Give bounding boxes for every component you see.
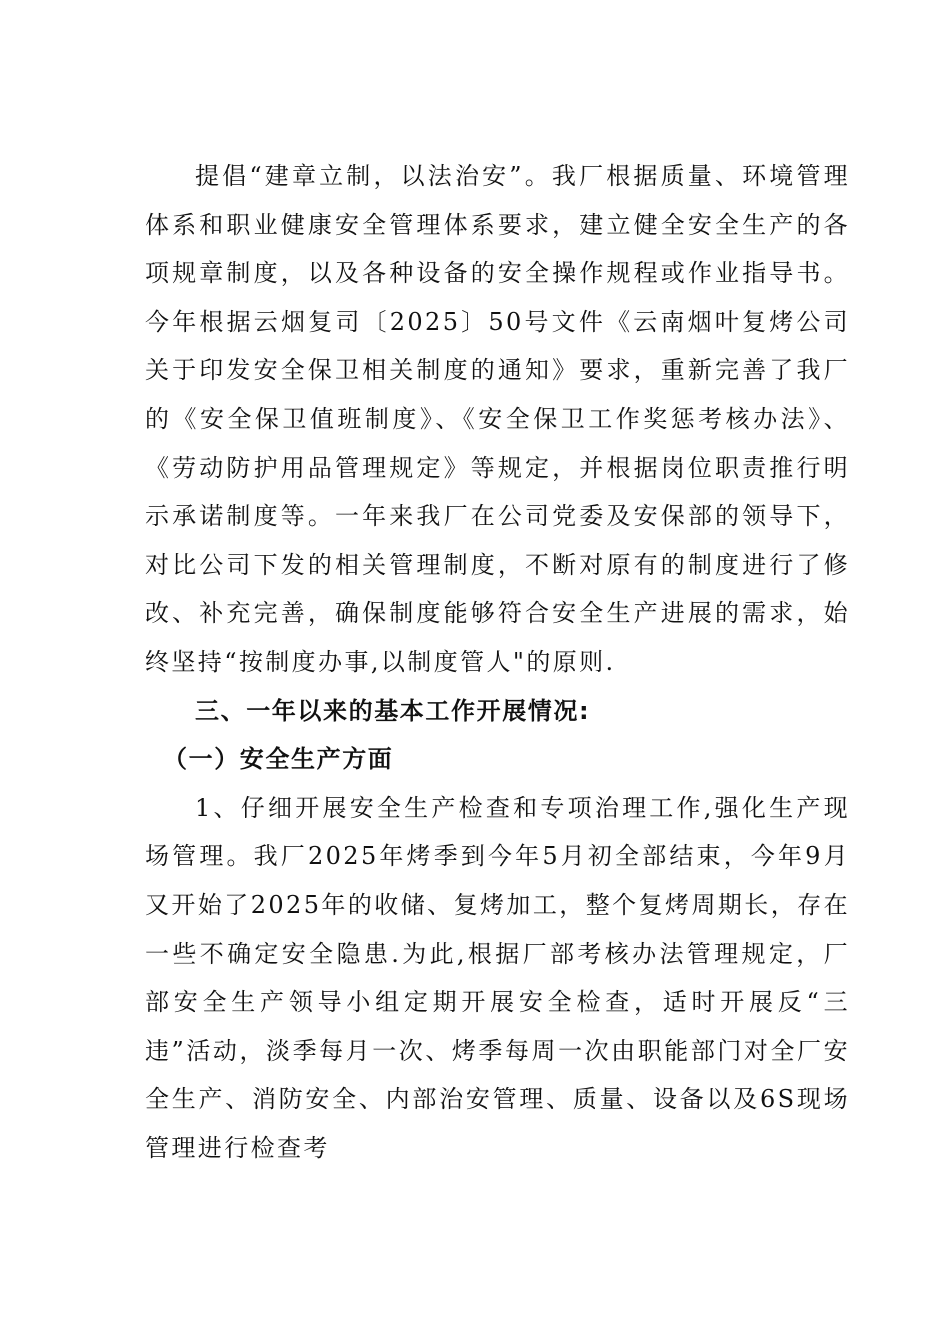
body-paragraph: 1、仔细开展安全生产检查和专项治理工作,强化生产现场管理。我厂2025年烤季到今年5月初全部结束，今年9月又开始了2025年的收储、复烤加工，整个复烤周期长，存在一些不确定安全隐患.为此,根据厂部考核办法管理规定，厂部安全生产领导小组定期开展安全检查，适时开展反“三违”活动，淡季每月一次、烤季每周一次由职能部门对全厂安全生产、消防安全、内部治安管理、质量、设备以及6S现场管理进行检查考	[145, 793, 850, 1162]
body-paragraph: 提倡“建章立制，以法治安”。我厂根据质量、环境管理体系和职业健康安全管理体系要求，建立健全安全生产的各项规章制度，以及各种设备的安全操作规程或作业指导书。今年根据云烟复司〔2025〕50号文件《云南烟叶复烤公司关于印发安全保卫相关制度的通知》要求，重新完善了我厂的《安全保卫值班制度》、《安全保卫工作奖惩考核办法》、《劳动防护用品管理规定》等规定，并根据岗位职责推行明示承诺制度等。一年来我厂在公司党委及安保部的领导下，对比公司下发的相关管理制度，不断对原有的制度进行了修改、补充完善，确保制度能够符合安全生产进展的需求，始终坚持“按制度办事,以制度管人"的原则.	[145, 162, 850, 676]
section-heading: 三、一年以来的基本工作开展情况:	[195, 696, 591, 725]
subsection-heading: （一）安全生产方面	[163, 745, 394, 774]
document-page	[145, 152, 850, 1172]
